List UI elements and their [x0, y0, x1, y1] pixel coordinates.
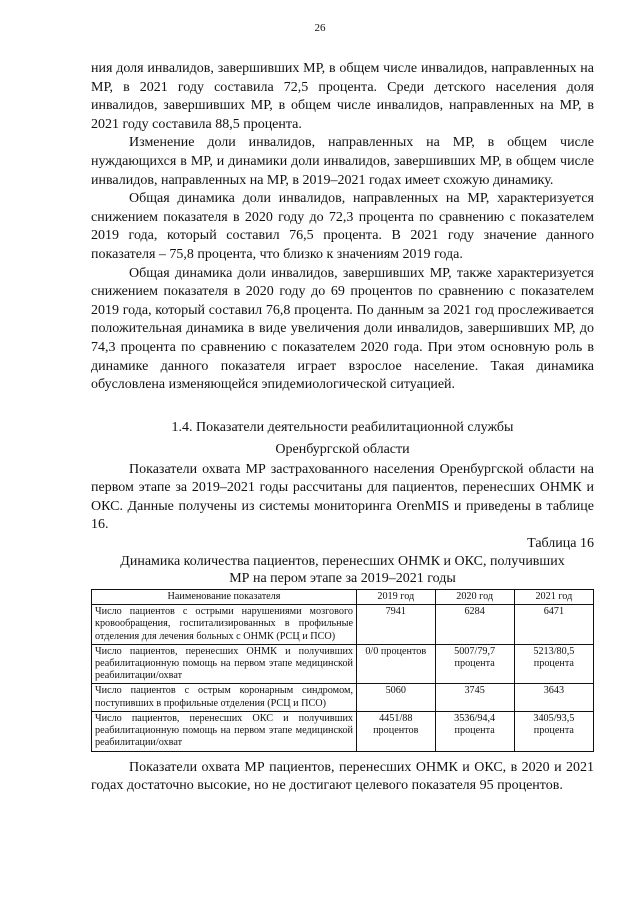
table-row — [92, 684, 594, 711]
row-name: Число пациентов, перенесших ОКС и получивших реабилитационную помощь на первом этапе медицинской реабилитации/охват — [92, 711, 357, 751]
column-header-2021: 2021 год — [514, 590, 593, 605]
cell-2019: 0/0 процентов — [357, 644, 436, 684]
paragraph-closing: Показатели охвата МР пациентов, перенесших ОНМК и ОКС, в 2020 и 2021 годах достаточно высокие, но не достигают целевого показателя 95 процентов. — [91, 759, 594, 794]
column-header-2019: 2019 год — [357, 590, 436, 605]
cell-2021: 6471 — [514, 605, 593, 645]
paragraph-intro-table: Показатели охвата МР застрахованного населения Оренбургской области на первом этапе за 2019–2021 годы рассчитаны для пациентов, перенесших ОНМК и ОКС. Данные получены из системы мониторинга OrenMIS и приведены в таблице 16. — [91, 461, 594, 533]
paragraph-continuation: ния доля инвалидов, завершивших МР, в общем числе инвалидов, направленных на МР, в 2021 году составила 72,5 процента. Среди детского населения доля инвалидов, завершивших МР, в общем числе инвалидов, направленных на МР, в 2021 году составила 88,5 процента. — [91, 61, 594, 132]
cell-2019: 5060 — [357, 684, 436, 711]
table-row — [92, 644, 594, 684]
column-header-2020: 2020 год — [435, 590, 514, 605]
row-name: Число пациентов, перенесших ОНМК и получивших реабилитационную помощь на первом этапе медицинской реабилитации/охват — [92, 644, 357, 684]
cell-2019: 4451/88 процентов — [357, 711, 436, 751]
table-title-line1: Динамика количества пациентов, перенесших ОНМК и ОКС, получивших — [120, 554, 565, 570]
table-title-line2: МР на пером этапе за 2019–2021 годы — [229, 571, 456, 587]
table-row — [92, 711, 594, 751]
cell-2020: 6284 — [435, 605, 514, 645]
row-name: Число пациентов с острым коронарным синдромом, поступивших в профильные отделения (РСЦ и ПСО) — [92, 684, 357, 711]
table-header-row — [92, 590, 594, 605]
table-label: Таблица 16 — [527, 536, 594, 552]
cell-2019: 7941 — [357, 605, 436, 645]
cell-2020: 3536/94,4 процента — [435, 711, 514, 751]
section-heading-line2: Оренбургской области — [275, 441, 410, 457]
cell-2020: 3745 — [435, 684, 514, 711]
paragraph-directed-dynamics: Общая динамика доли инвалидов, направленных на МР, характеризуется снижением показателя в 2020 году до 72,3 процента по сравнению с показателем 2019 года, который составил 76,5 процента. В 2021 году значение данного показателя – 75,8 процента, что близко к значениям 2019 года. — [91, 191, 594, 262]
document-body — [91, 60, 594, 796]
table-row — [92, 605, 594, 645]
cell-2020: 5007/79,7 процента — [435, 644, 514, 684]
page-number: 26 — [314, 22, 326, 34]
data-table — [91, 589, 594, 751]
paragraph-mr-share-change: Изменение доли инвалидов, направленных на МР, в общем числе нуждающихся в МР, и динамики доли инвалидов, завершивших МР, в общем числе инвалидов, направленных на МР, в 2019–2021 годах имеет схожую динамику. — [91, 135, 594, 188]
section-heading-line1: 1.4. Показатели деятельности реабилитационной службы — [171, 419, 514, 435]
cell-2021: 3643 — [514, 684, 593, 711]
paragraph-completed-dynamics: Общая динамика доли инвалидов, завершивших МР, также характеризуется снижением показателя в 2020 году до 69 процентов по сравнению с показателем 2019 года, который составил 76,8 процента. По данным за 2021 год прослеживается положительная динамика в виде увеличения доли инвалидов, завершивших МР, до 74,3 процента по сравнению с показателем 2020 года. При этом основную роль в динамике данного показателя играет взрослое население. Такая динамика обусловлена изменяющейся эпидемиологической ситуацией. — [91, 265, 594, 393]
column-header-name: Наименование показателя — [92, 590, 357, 605]
cell-2021: 5213/80,5 процента — [514, 644, 593, 684]
section-heading — [91, 417, 594, 461]
row-name: Число пациентов с острыми нарушениями мозгового кровообращения, госпитализированных в профильные отделения для лечения больных с ОНМК (РСЦ и ПСО) — [92, 605, 357, 645]
cell-2021: 3405/93,5 процента — [514, 711, 593, 751]
